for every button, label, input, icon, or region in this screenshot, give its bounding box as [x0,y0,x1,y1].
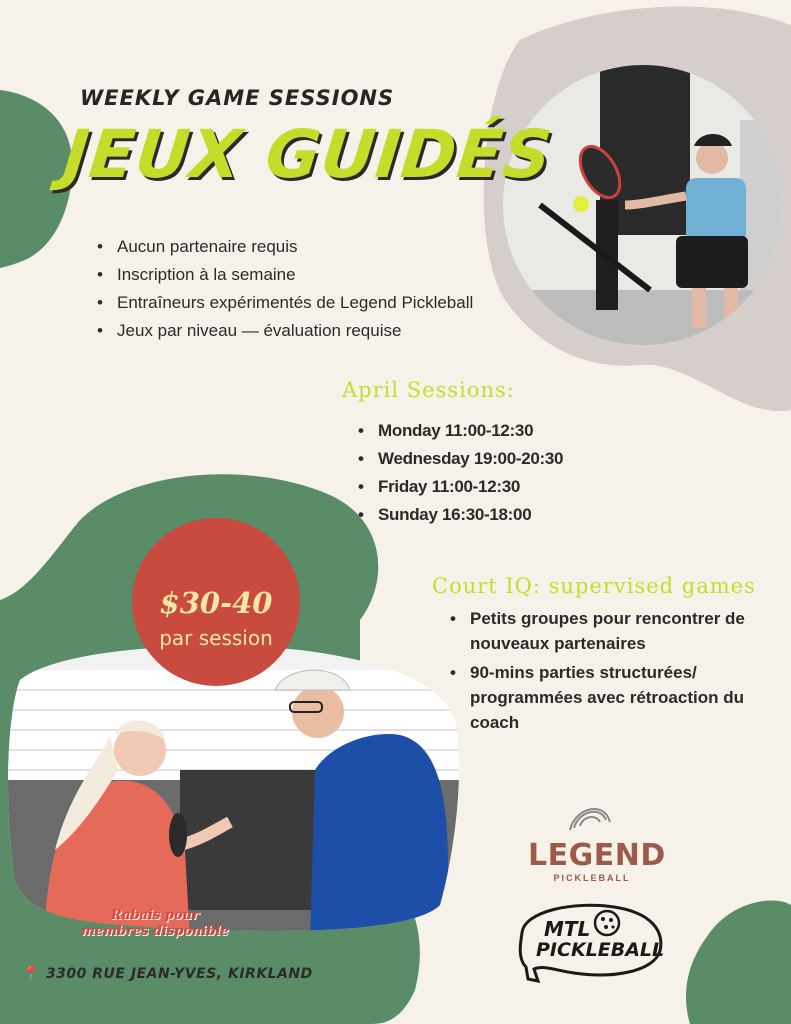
list-item: • Jeux par niveau — évaluation requise [97,317,473,345]
list-item: • 90-mins parties structurées/ programmées avec rétroaction du coach [450,660,750,735]
list-item: • Aucun partenaire requis [97,233,473,261]
list-item: • Entraîneurs expérimentés de Legend Pickleball [97,289,473,317]
legend-logo-mark [570,809,610,830]
list-item: • Inscription à la semaine [97,261,473,289]
list-item: • Monday 11:00-12:30 [358,417,563,445]
discount-line-2: membres disponible [81,924,229,939]
list-item: • Petits groupes pour rencontrer de nouveaux partenaires [450,606,750,656]
member-discount-note [55,908,255,940]
address-text: 3300 RUE JEAN-YVES, KIRKLAND [45,966,313,982]
map-pin-icon: 📍 [22,966,40,982]
address [22,966,313,982]
april-sessions-heading: April Sessions: [342,378,515,402]
green-blob-bottom-right [686,901,791,1024]
session-list [358,417,563,529]
mtl-logo-line1: MTL [544,917,591,941]
photo-players-talking [0,640,470,940]
price-per-session: par session [159,626,273,650]
feature-list [97,233,473,345]
discount-line-1: Rabais pour [111,908,199,923]
court-iq-list [450,606,750,739]
mtl-pickleball-logo [514,893,674,983]
legend-logo-text: LEGEND [528,838,666,873]
list-item: • Wednesday 19:00-20:30 [358,445,563,473]
mtl-logo-line2: PICKLEBALL [536,939,665,961]
court-iq-heading: Court IQ: supervised games [432,574,756,598]
legend-logo-subtext: PICKLEBALL [553,873,631,883]
list-item: • Friday 11:00-12:30 [358,473,563,501]
page-title: JEUX GUIDÉS [59,116,556,193]
price-amount: $30-40 [159,586,273,620]
kicker-heading: WEEKLY GAME SESSIONS [80,86,395,110]
list-item: • Sunday 16:30-18:00 [358,501,563,529]
